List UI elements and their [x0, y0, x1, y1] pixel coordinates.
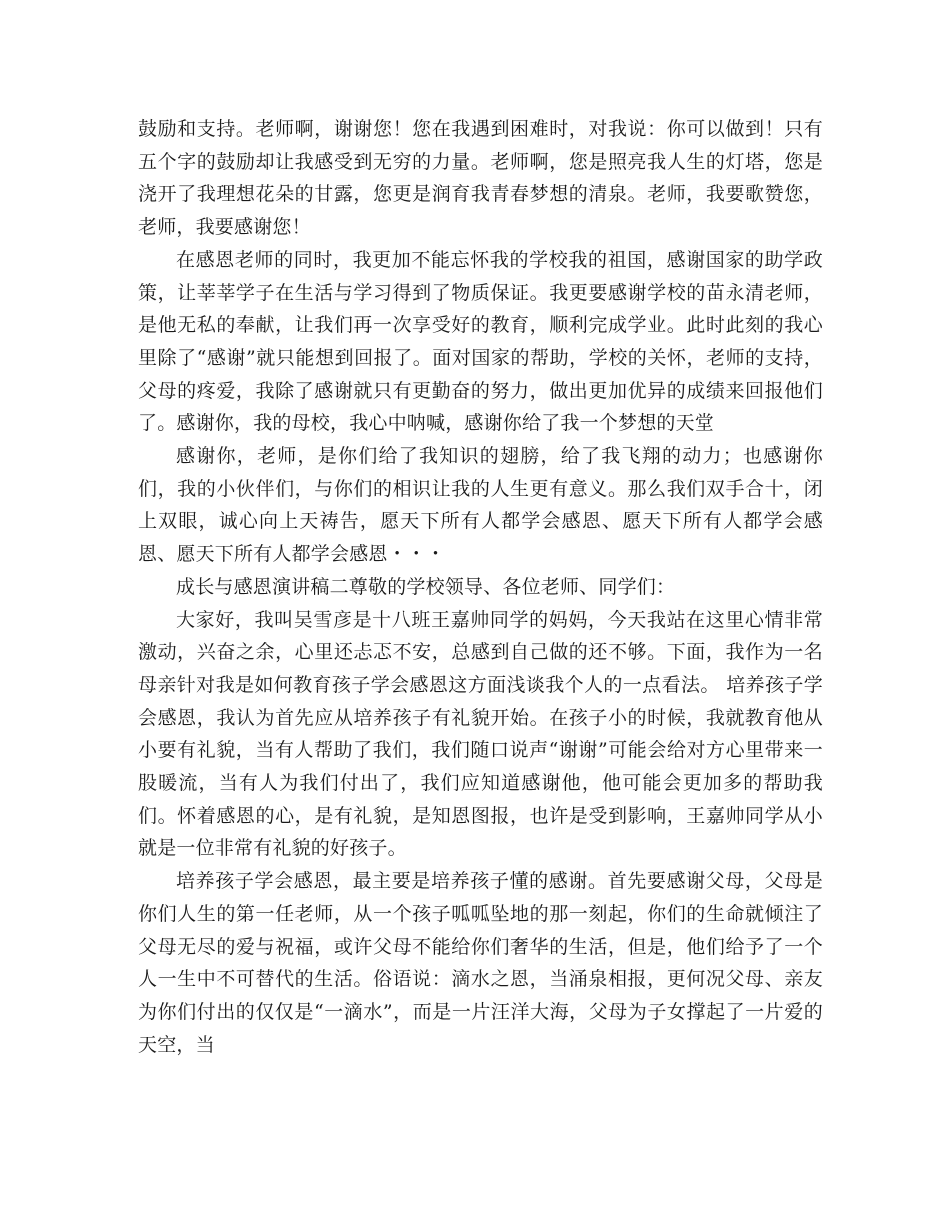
paragraph-1: 鼓励和支持。老师啊，谢谢您！您在我遇到困难时，对我说：你可以做到！只有五个字的鼓励却让我感受到无穷的力量。老师啊，您是照亮我人生的灯塔，您是浇开了我理想花朵的甘露，您更是润育我青春梦想的清泉。老师，我要歌赞您，老师，我要感谢您！	[138, 118, 823, 239]
paragraph-6: 培养孩子学会感恩，最主要是培养孩子懂的感谢。首先要感谢父母，父母是你们人生的第一任老师，从一个孩子呱呱坠地的那一刻起，你们的生命就倾注了父母无尽的爱与祝福，或许父母不能给你们奢华的生活，但是，他们给予了一个人一生中不可替代的生活。俗语说：滴水之恩，当涌泉相报，更何况父母、亲友为你们付出的仅仅是“一滴水”，而是一片汪洋大海，父母为子女撑起了一片爱的天空，当	[138, 870, 823, 1056]
document-body	[138, 113, 823, 1061]
paragraph-2: 在感恩老师的同时，我更加不能忘怀我的学校我的祖国，感谢国家的助学政策，让莘莘学子在生活与学习得到了物质保证。我更要感谢学校的苗永清老师，是他无私的奉献，让我们再一次享受好的教育，顺利完成学业。此时此刻的我心里除了“感谢”就只能想到回报了。面对国家的帮助，学校的关怀，老师的支持，父母的疼爱，我除了感谢就只有更勤奋的努力，做出更加优异的成绩来回报他们了。感谢你，我的母校，我心中呐喊，感谢你给了我一个梦想的天堂	[138, 248, 823, 435]
paragraph-5: 大家好，我叫吴雪彦是十八班王嘉帅同学的妈妈，今天我站在这里心情非常激动，兴奋之余，心里还忐忑不安，总感到自己做的还不够。下面，我作为一名母亲针对我是如何教育孩子学会感恩这方面浅谈我个人的一点看法。 培养孩子学会感恩，我认为首先应从培养孩子有礼貌开始。在孩子小的时候，我就教育他从小要有礼貌，当有人帮助了我们，我们随口说声“谢谢”可能会给对方心里带来一股暖流，当有人为我们付出了，我们应知道感谢他，他可能会更加多的帮助我们。怀着感恩的心，是有礼貌，是知恩图报，也许是受到影响，王嘉帅同学从小就是一位非常有礼貌的好孩子。	[138, 608, 823, 860]
paragraph-4-speech-heading: 成长与感恩演讲稿二尊敬的学校领导、各位老师、同学们：	[176, 575, 676, 598]
paragraph-3: 感谢你，老师，是你们给了我知识的翅膀，给了我飞翔的动力；也感谢你们，我的小伙伴们，与你们的相识让我的人生更有意义。那么我们双手合十，闭上双眼，诚心向上天祷告，愿天下所有人都学会感恩、愿天下所有人都学会感恩、愿天下所有人都学会感恩・・・	[138, 445, 823, 566]
